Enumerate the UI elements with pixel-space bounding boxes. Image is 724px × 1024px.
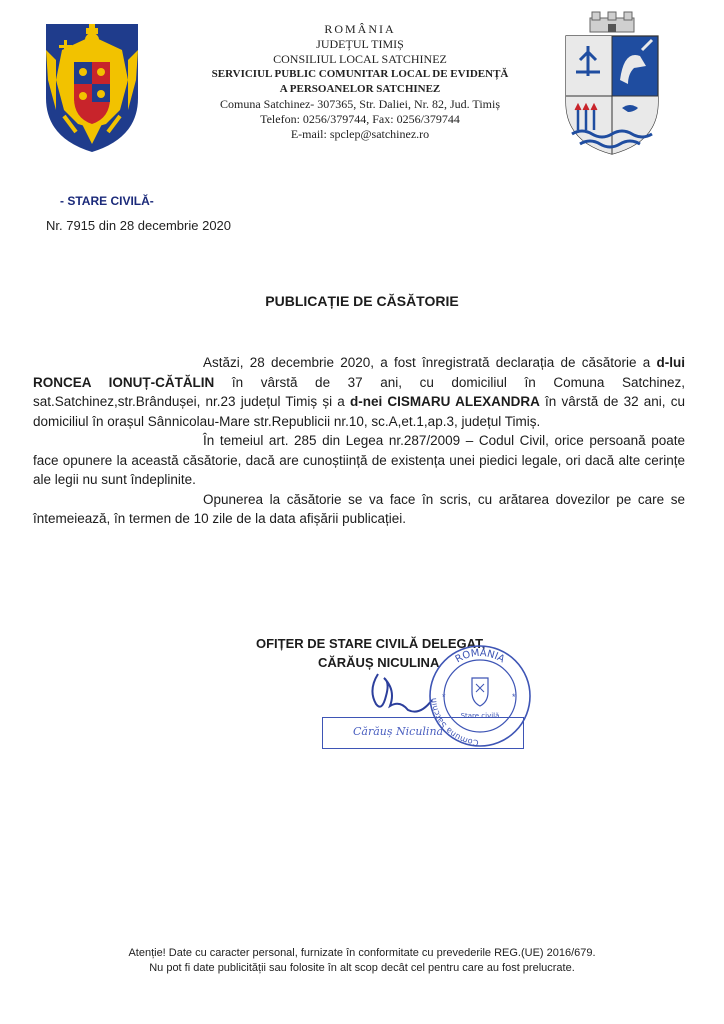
romania-coat-of-arms [42,20,142,155]
stamp-star-icon-right: * [512,692,516,702]
body-paragraph-1 [33,353,685,431]
signatory-title: OFIȚER DE STARE CIVILĂ DELEGAT, [256,636,486,651]
header-service-line2: A PERSOANELOR SATCHINEZ [279,83,441,95]
footer-line-1: Atenție! Date cu caracter personal, furnizate în conformitate cu prevederile REG.(UE) 2016/679. [128,947,596,959]
satchinez-coat-of-arms [562,10,662,158]
p1-groom-details: în vârstă de 37 ani, cu domiciliul în Comuna Satchinez, sat.Satchinez,str.Brândușei, nr.23 județul Timiș și a [33,374,685,409]
footer-line-2: Nu pot fi date publicității sau folosite în alt scop decât cel pentru care au fost prelucrate. [149,962,575,974]
stamp-star-icon: * [442,692,446,702]
name-stamp-text: Cărăuș Niculina [353,725,444,738]
header-address: Comuna Satchinez- 307365, Str. Daliei, Nr. 82, Jud. Timiș [219,97,500,111]
stamp-service: Stare civilă [460,712,500,720]
header-county: JUDEȚUL TIMIȘ [316,37,404,51]
data-protection-footer [0,946,724,976]
header-phone: Telefon: 0256/379744, Fax: 0256/379744 [260,112,460,126]
signatory-name: CĂRĂUȘ NICULINA [318,655,440,670]
name-stamp [322,717,524,749]
body-paragraph-3: Opunerea la căsătorie se va face în scris, cu arătarea dovezilor pe care se întemeiează, în termen de 10 zile de la data afișării publicației. [33,491,685,526]
stamp-ring-top: ROMÂNIA [453,647,507,666]
stamp-ring-left: Comuna Satchin [428,697,479,748]
institution-header [190,22,530,142]
section-label: - STARE CIVILĂ- [60,194,154,208]
p1-mr: d-lui [656,355,685,370]
body-paragraph-2: În temeiul art. 285 din Legea nr.287/2009 – Codul Civil, orice persoană poate face opunere la această căsătorie, dacă are cunoștiință de existența unei piedici legale, ori dacă alte cerințe ale legii nu sunt îndeplinite. [33,433,685,487]
p1-intro: Astăzi, 28 decembrie 2020, a fost înregistrată declarația de căsătorie a [203,355,651,370]
document-title: PUBLICAȚIE DE CĂSĂTORIE [265,293,459,309]
groom-name: RONCEA IONUȚ-CĂTĂLIN [33,374,215,390]
header-country: ROMÂNIA [324,22,396,36]
header-email: E-mail: spclep@satchinez.ro [290,127,430,141]
header-service-line1: SERVICIUL PUBLIC COMUNITAR LOCAL DE EVIDENȚĂ [211,68,509,80]
registration-number: Nr. 7915 din 28 decembrie 2020 [46,218,232,233]
header-council: CONSILIUL LOCAL SATCHINEZ [273,52,447,66]
p1-bride-details: în vârstă de 32 ani, cu domiciliul în orașul Sânnicolau-Mare str.Republicii nr.10, sc.A,et.1,ap.3, județul Timiș. [33,394,685,429]
document-body [33,353,685,529]
bride-name: d-nei CISMARU ALEXANDRA [349,394,540,409]
